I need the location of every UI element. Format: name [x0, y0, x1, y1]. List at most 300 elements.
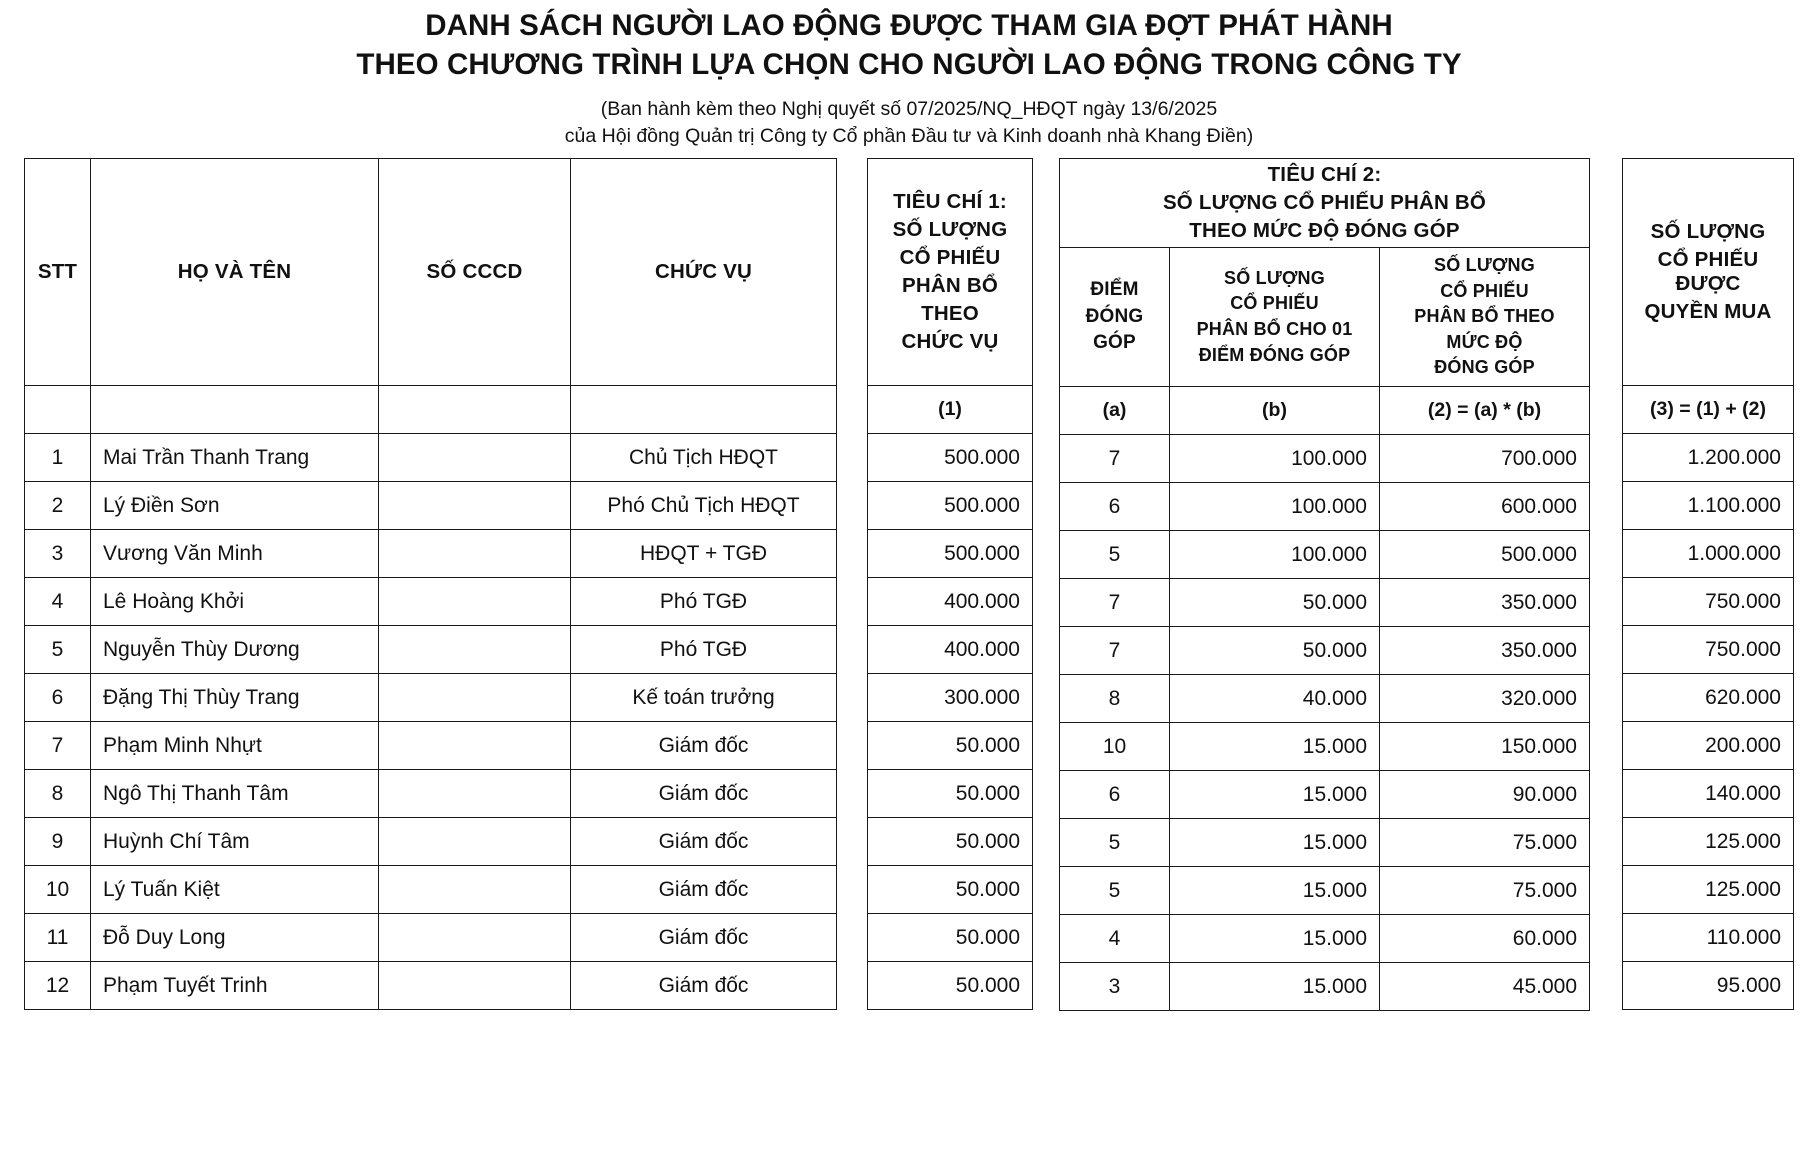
table-row [1060, 531, 1590, 579]
cell-stt-value: 1 [51, 445, 64, 469]
subtitle-line-1: (Ban hành kèm theo Nghị quyết số 07/2025/NQ_HĐQT ngày 13/6/2025 [600, 98, 1218, 121]
table-row [1623, 530, 1794, 578]
subtitle-line-2: của Hội đồng Quản trị Công ty Cổ phần Đầu tư và Kinh doanh nhà Khang Điền) [564, 125, 1254, 148]
cell-stt-value: 2 [51, 493, 64, 517]
table-group-total [1622, 158, 1794, 1011]
table-row [1060, 723, 1590, 771]
cell-criteria1 [868, 770, 1033, 818]
header-row-formula [25, 386, 837, 434]
cell-stt [25, 434, 91, 482]
cell-position-value: Giám đốc [658, 781, 749, 805]
formula-cell-full-name [91, 386, 379, 434]
cell-full-name [91, 866, 379, 914]
table-row [868, 434, 1033, 482]
table-row [25, 818, 837, 866]
cell-total [1623, 626, 1794, 674]
cell-per-point [1170, 915, 1380, 963]
cell-points-value: 3 [1108, 974, 1121, 998]
cell-criteria1-value: 50.000 [955, 829, 1020, 853]
criteria1-line-3: CỔ PHIẾU [899, 246, 1001, 270]
cell-stt-value: 6 [51, 685, 64, 709]
table-row [25, 530, 837, 578]
cell-total [1623, 674, 1794, 722]
table-row [868, 962, 1033, 1010]
cell-points-value: 7 [1108, 590, 1121, 614]
criteria2-line-3: THEO MỨC ĐỘ ĐÓNG GÓP [1189, 218, 1460, 242]
cell-position [571, 770, 837, 818]
col-header-per-point [1170, 248, 1380, 387]
cell-criteria1-value: 50.000 [955, 877, 1020, 901]
cell-per-point [1170, 867, 1380, 915]
table-group-criteria1 [867, 158, 1033, 1011]
identity-body [25, 434, 837, 1010]
table-row [868, 770, 1033, 818]
cell-position-value: Giám đốc [658, 829, 749, 853]
cell-criteria1 [868, 434, 1033, 482]
table-row [1623, 866, 1794, 914]
table-row [868, 914, 1033, 962]
cell-by-contribution [1380, 915, 1590, 963]
col-header-position-label: CHỨC VỤ [655, 260, 752, 283]
cell-by-contribution [1380, 579, 1590, 627]
per-point-line-3: PHÂN BỔ CHO 01 [1196, 319, 1353, 339]
cell-criteria1 [868, 914, 1033, 962]
cell-stt [25, 722, 91, 770]
cell-total-value: 620.000 [1705, 685, 1781, 709]
cell-points-value: 7 [1108, 638, 1121, 662]
points-line-2: ĐÓNG [1085, 305, 1144, 327]
table-row [25, 914, 837, 962]
formula-cell-stt [25, 386, 91, 434]
cell-full-name [91, 674, 379, 722]
cell-full-name-value: Đặng Thị Thùy Trang [103, 685, 300, 709]
table-row [1623, 914, 1794, 962]
table-row [25, 962, 837, 1010]
cell-points-value: 8 [1108, 686, 1121, 710]
table-row [868, 866, 1033, 914]
points-line-1: ĐIỂM [1090, 278, 1139, 300]
cell-criteria1-value: 400.000 [944, 589, 1020, 613]
cell-points [1060, 675, 1170, 723]
col-header-total [1623, 159, 1794, 386]
table-row [25, 482, 837, 530]
cell-by-contribution-value: 90.000 [1512, 782, 1577, 806]
cell-position-value: HĐQT + TGĐ [640, 541, 767, 565]
cell-points [1060, 579, 1170, 627]
formula-points-label: (a) [1102, 399, 1127, 421]
cell-points [1060, 819, 1170, 867]
by-contribution-line-5: ĐÓNG GÓP [1434, 357, 1535, 378]
cell-total-value: 200.000 [1705, 733, 1781, 757]
formula-by-contribution-label: (2) = (a) * (b) [1427, 399, 1542, 421]
cell-stt-value: 11 [46, 925, 69, 949]
cell-by-contribution-value: 320.000 [1501, 686, 1577, 710]
cell-per-point-value: 100.000 [1291, 446, 1367, 470]
table-row [1623, 626, 1794, 674]
cell-per-point-value: 100.000 [1291, 494, 1367, 518]
table-row [1623, 674, 1794, 722]
cell-by-contribution [1380, 867, 1590, 915]
cell-points [1060, 771, 1170, 819]
cell-per-point-value: 15.000 [1302, 734, 1367, 758]
table-row [868, 722, 1033, 770]
cell-per-point-value: 15.000 [1302, 974, 1367, 998]
cell-position-value: Giám đốc [658, 973, 749, 997]
cell-points-value: 6 [1108, 494, 1121, 518]
cell-points-value: 6 [1108, 782, 1121, 806]
cell-points [1060, 531, 1170, 579]
table-row [1060, 819, 1590, 867]
cell-full-name-value: Vương Văn Minh [103, 541, 263, 565]
cell-by-contribution-value: 45.000 [1512, 974, 1577, 998]
cell-criteria1-value: 300.000 [944, 685, 1020, 709]
col-header-criteria1 [868, 159, 1033, 386]
cell-full-name [91, 626, 379, 674]
cell-points [1060, 867, 1170, 915]
cell-position [571, 674, 837, 722]
total-line-2: CỔ PHIẾU ĐƯỢC [1657, 248, 1759, 295]
cell-id-number [379, 962, 571, 1010]
criteria1-line-6: CHỨC VỤ [901, 329, 999, 353]
cell-points-value: 5 [1108, 830, 1121, 854]
cell-per-point-value: 50.000 [1302, 638, 1367, 662]
cell-full-name [91, 578, 379, 626]
table-row [1060, 483, 1590, 531]
cell-total [1623, 578, 1794, 626]
cell-stt [25, 914, 91, 962]
cell-by-contribution [1380, 771, 1590, 819]
by-contribution-line-1: SỐ LƯỢNG [1434, 255, 1535, 276]
table-row [1060, 963, 1590, 1011]
cell-criteria1-value: 50.000 [955, 973, 1020, 997]
cell-id-number [379, 530, 571, 578]
cell-criteria1-value: 500.000 [944, 541, 1020, 565]
cell-position [571, 482, 837, 530]
col-header-full-name-label: HỌ VÀ TÊN [177, 260, 292, 283]
header-row-formula-criteria1 [868, 386, 1033, 434]
cell-per-point-value: 50.000 [1302, 590, 1367, 614]
table-row [1623, 722, 1794, 770]
cell-position [571, 722, 837, 770]
cell-by-contribution [1380, 675, 1590, 723]
criteria2-line-1: TIÊU CHÍ 2: [1267, 163, 1382, 187]
cell-points [1060, 435, 1170, 483]
cell-total [1623, 722, 1794, 770]
formula-per-point-label: (b) [1262, 399, 1287, 421]
cell-full-name-value: Nguyễn Thùy Dương [103, 637, 300, 661]
table-row [868, 818, 1033, 866]
cell-points [1060, 915, 1170, 963]
table-row [868, 674, 1033, 722]
table-row [1623, 482, 1794, 530]
by-contribution-line-2: CỔ PHIẾU [1440, 280, 1529, 301]
cell-stt [25, 626, 91, 674]
cell-stt [25, 482, 91, 530]
cell-by-contribution [1380, 627, 1590, 675]
cell-full-name-value: Đỗ Duy Long [103, 925, 226, 949]
cell-per-point [1170, 771, 1380, 819]
total-line-1: SỐ LƯỢNG [1650, 220, 1766, 244]
cell-full-name-value: Ngô Thị Thanh Tâm [103, 781, 289, 805]
cell-points-value: 5 [1108, 878, 1121, 902]
cell-points [1060, 627, 1170, 675]
table-row [1623, 770, 1794, 818]
cell-id-number [379, 722, 571, 770]
cell-stt-value: 9 [51, 829, 64, 853]
cell-id-number [379, 914, 571, 962]
cell-total-value: 110.000 [1706, 925, 1781, 949]
cell-criteria1 [868, 530, 1033, 578]
cell-id-number [379, 482, 571, 530]
criteria2-table [1059, 158, 1590, 1011]
cell-criteria1-value: 50.000 [955, 781, 1020, 805]
cell-by-contribution-value: 500.000 [1501, 542, 1577, 566]
cell-criteria1 [868, 722, 1033, 770]
cell-stt [25, 962, 91, 1010]
cell-total [1623, 770, 1794, 818]
table-row [1060, 435, 1590, 483]
cell-per-point-value: 15.000 [1302, 878, 1367, 902]
cell-total [1623, 962, 1794, 1010]
per-point-line-2: CỔ PHIẾU [1230, 293, 1319, 314]
group-gap-1 [837, 158, 867, 1011]
by-contribution-line-4: MỨC ĐỘ [1446, 331, 1523, 352]
cell-criteria1 [868, 818, 1033, 866]
cell-total-value: 1.200.000 [1687, 445, 1781, 469]
cell-position-value: Phó Chủ Tịch HĐQT [607, 493, 800, 517]
cell-criteria1 [868, 578, 1033, 626]
cell-id-number [379, 434, 571, 482]
cell-full-name-value: Huỳnh Chí Tâm [103, 829, 250, 853]
cell-criteria1 [868, 626, 1033, 674]
total-table [1622, 158, 1794, 1010]
table-row [1060, 579, 1590, 627]
table-row [25, 578, 837, 626]
cell-by-contribution-value: 600.000 [1501, 494, 1577, 518]
total-line-3: QUYỀN MUA [1644, 299, 1772, 323]
criteria1-line-2: SỐ LƯỢNG [892, 218, 1008, 242]
cell-full-name-value: Lý Tuấn Kiệt [103, 877, 220, 901]
cell-by-contribution [1380, 483, 1590, 531]
cell-position-value: Giám đốc [658, 733, 749, 757]
table-row [1623, 818, 1794, 866]
cell-total [1623, 818, 1794, 866]
cell-criteria1 [868, 962, 1033, 1010]
cell-id-number [379, 770, 571, 818]
cell-criteria1-value: 50.000 [955, 733, 1020, 757]
cell-full-name [91, 914, 379, 962]
cell-stt-value: 4 [51, 589, 64, 613]
cell-total [1623, 914, 1794, 962]
formula-cell-by-contribution [1380, 387, 1590, 435]
formula-criteria1-label: (1) [938, 398, 962, 420]
cell-per-point-value: 40.000 [1302, 686, 1367, 710]
criteria1-body [868, 434, 1033, 1010]
cell-total [1623, 434, 1794, 482]
points-line-3: GÓP [1093, 332, 1136, 354]
per-point-line-4: ĐIỂM ĐÓNG GÓP [1198, 344, 1351, 365]
cell-criteria1 [868, 866, 1033, 914]
cell-total-value: 140.000 [1705, 781, 1781, 805]
cell-stt-value: 3 [51, 541, 64, 565]
cell-position [571, 818, 837, 866]
cell-full-name-value: Phạm Tuyết Trinh [103, 973, 268, 997]
col-header-stt-label: STT [37, 260, 78, 283]
table-row [25, 434, 837, 482]
table-row [1060, 915, 1590, 963]
cell-criteria1-value: 50.000 [955, 925, 1020, 949]
cell-points [1060, 963, 1170, 1011]
criteria2-body [1060, 435, 1590, 1011]
cell-by-contribution [1380, 819, 1590, 867]
cell-points-value: 4 [1108, 926, 1121, 950]
criteria1-table [867, 158, 1033, 1010]
cell-full-name [91, 482, 379, 530]
table-group-criteria2 [1059, 158, 1590, 1011]
cell-stt [25, 530, 91, 578]
cell-total-value: 750.000 [1705, 589, 1781, 613]
group-gap-3 [1590, 158, 1622, 1011]
cell-stt-value: 12 [45, 973, 70, 997]
cell-id-number [379, 818, 571, 866]
table-row [868, 482, 1033, 530]
cell-full-name [91, 530, 379, 578]
cell-per-point [1170, 723, 1380, 771]
cell-position [571, 578, 837, 626]
cell-points-value: 7 [1108, 446, 1121, 470]
cell-by-contribution [1380, 531, 1590, 579]
cell-stt [25, 818, 91, 866]
table-group-identity [24, 158, 837, 1011]
cell-criteria1 [868, 482, 1033, 530]
cell-per-point-value: 100.000 [1291, 542, 1367, 566]
cell-position-value: Chủ Tịch HĐQT [629, 445, 778, 469]
cell-per-point [1170, 627, 1380, 675]
cell-total-value: 95.000 [1716, 973, 1781, 997]
cell-stt-value: 5 [51, 637, 64, 661]
cell-position [571, 434, 837, 482]
title-line-1: DANH SÁCH NGƯỜI LAO ĐỘNG ĐƯỢC THAM GIA ĐỢT PHÁT HÀNH [425, 9, 1393, 42]
table-row [25, 722, 837, 770]
cell-position-value: Giám đốc [658, 877, 749, 901]
cell-per-point [1170, 963, 1380, 1011]
cell-position-value: Kế toán trưởng [632, 685, 775, 709]
cell-position-value: Phó TGĐ [659, 589, 748, 613]
table-row [868, 626, 1033, 674]
cell-criteria1 [868, 674, 1033, 722]
cell-total [1623, 482, 1794, 530]
page-subtitle [0, 96, 1818, 150]
cell-criteria1-value: 500.000 [944, 493, 1020, 517]
cell-by-contribution [1380, 723, 1590, 771]
cell-stt-value: 8 [51, 781, 64, 805]
formula-total-label: (3) = (1) + (2) [1650, 398, 1766, 420]
cell-points [1060, 483, 1170, 531]
cell-id-number [379, 578, 571, 626]
table-row [1623, 434, 1794, 482]
table-row [1623, 962, 1794, 1010]
cell-per-point [1170, 675, 1380, 723]
cell-per-point-value: 15.000 [1302, 782, 1367, 806]
cell-total [1623, 866, 1794, 914]
cell-criteria1-value: 500.000 [944, 445, 1020, 469]
cell-position [571, 962, 837, 1010]
cell-criteria1-value: 400.000 [944, 637, 1020, 661]
cell-full-name [91, 962, 379, 1010]
criteria2-line-2: SỐ LƯỢNG CỔ PHIẾU PHÂN BỔ [1162, 191, 1487, 214]
table-row [1623, 578, 1794, 626]
cell-by-contribution-value: 700.000 [1501, 446, 1577, 470]
cell-by-contribution-value: 150.000 [1501, 734, 1577, 758]
cell-per-point [1170, 435, 1380, 483]
cell-id-number [379, 866, 571, 914]
cell-by-contribution-value: 75.000 [1512, 830, 1577, 854]
table-row [1060, 867, 1590, 915]
cell-points-value: 5 [1108, 542, 1121, 566]
by-contribution-line-3: PHÂN BỔ THEO [1414, 306, 1555, 327]
page-title [159, 6, 1659, 84]
cell-by-contribution-value: 60.000 [1512, 926, 1577, 950]
cell-by-contribution [1380, 435, 1590, 483]
cell-total-value: 125.000 [1705, 829, 1781, 853]
table-row [1060, 627, 1590, 675]
col-header-points [1060, 248, 1170, 387]
cell-position [571, 530, 837, 578]
header-row-criteria2-top [1060, 159, 1590, 248]
cell-total [1623, 530, 1794, 578]
cell-stt [25, 674, 91, 722]
header-row-formula-criteria2 [1060, 387, 1590, 435]
cell-id-number [379, 674, 571, 722]
group-gap-2 [1033, 158, 1059, 1011]
col-header-stt [25, 159, 91, 386]
cell-position-value: Phó TGĐ [659, 637, 748, 661]
table-row [1060, 675, 1590, 723]
formula-cell-position [571, 386, 837, 434]
cell-points-value: 10 [1102, 734, 1127, 758]
cell-position [571, 626, 837, 674]
cell-by-contribution-value: 75.000 [1512, 878, 1577, 902]
table-row [868, 530, 1033, 578]
header-row-total [1623, 159, 1794, 386]
col-header-id-number-label: SỐ CCCD [426, 260, 523, 283]
cell-id-number [379, 626, 571, 674]
cell-full-name [91, 818, 379, 866]
cell-full-name-value: Phạm Minh Nhựt [103, 733, 262, 757]
cell-total-value: 1.100.000 [1687, 493, 1781, 517]
cell-stt [25, 866, 91, 914]
total-body [1623, 434, 1794, 1010]
cell-by-contribution-value: 350.000 [1501, 638, 1577, 662]
formula-cell-total [1623, 386, 1794, 434]
identity-table [24, 158, 837, 1010]
formula-cell-points [1060, 387, 1170, 435]
table-row [25, 866, 837, 914]
table-row [25, 770, 837, 818]
cell-full-name-value: Mai Trần Thanh Trang [103, 445, 310, 469]
cell-full-name-value: Lý Điền Sơn [103, 493, 220, 517]
criteria1-line-5: THEO [921, 301, 979, 325]
col-header-id-number [379, 159, 571, 386]
table-row [25, 674, 837, 722]
cell-by-contribution [1380, 963, 1590, 1011]
cell-full-name [91, 722, 379, 770]
cell-stt [25, 578, 91, 626]
title-block [0, 0, 1818, 150]
cell-by-contribution-value: 350.000 [1501, 590, 1577, 614]
cell-position [571, 914, 837, 962]
cell-total-value: 125.000 [1705, 877, 1781, 901]
